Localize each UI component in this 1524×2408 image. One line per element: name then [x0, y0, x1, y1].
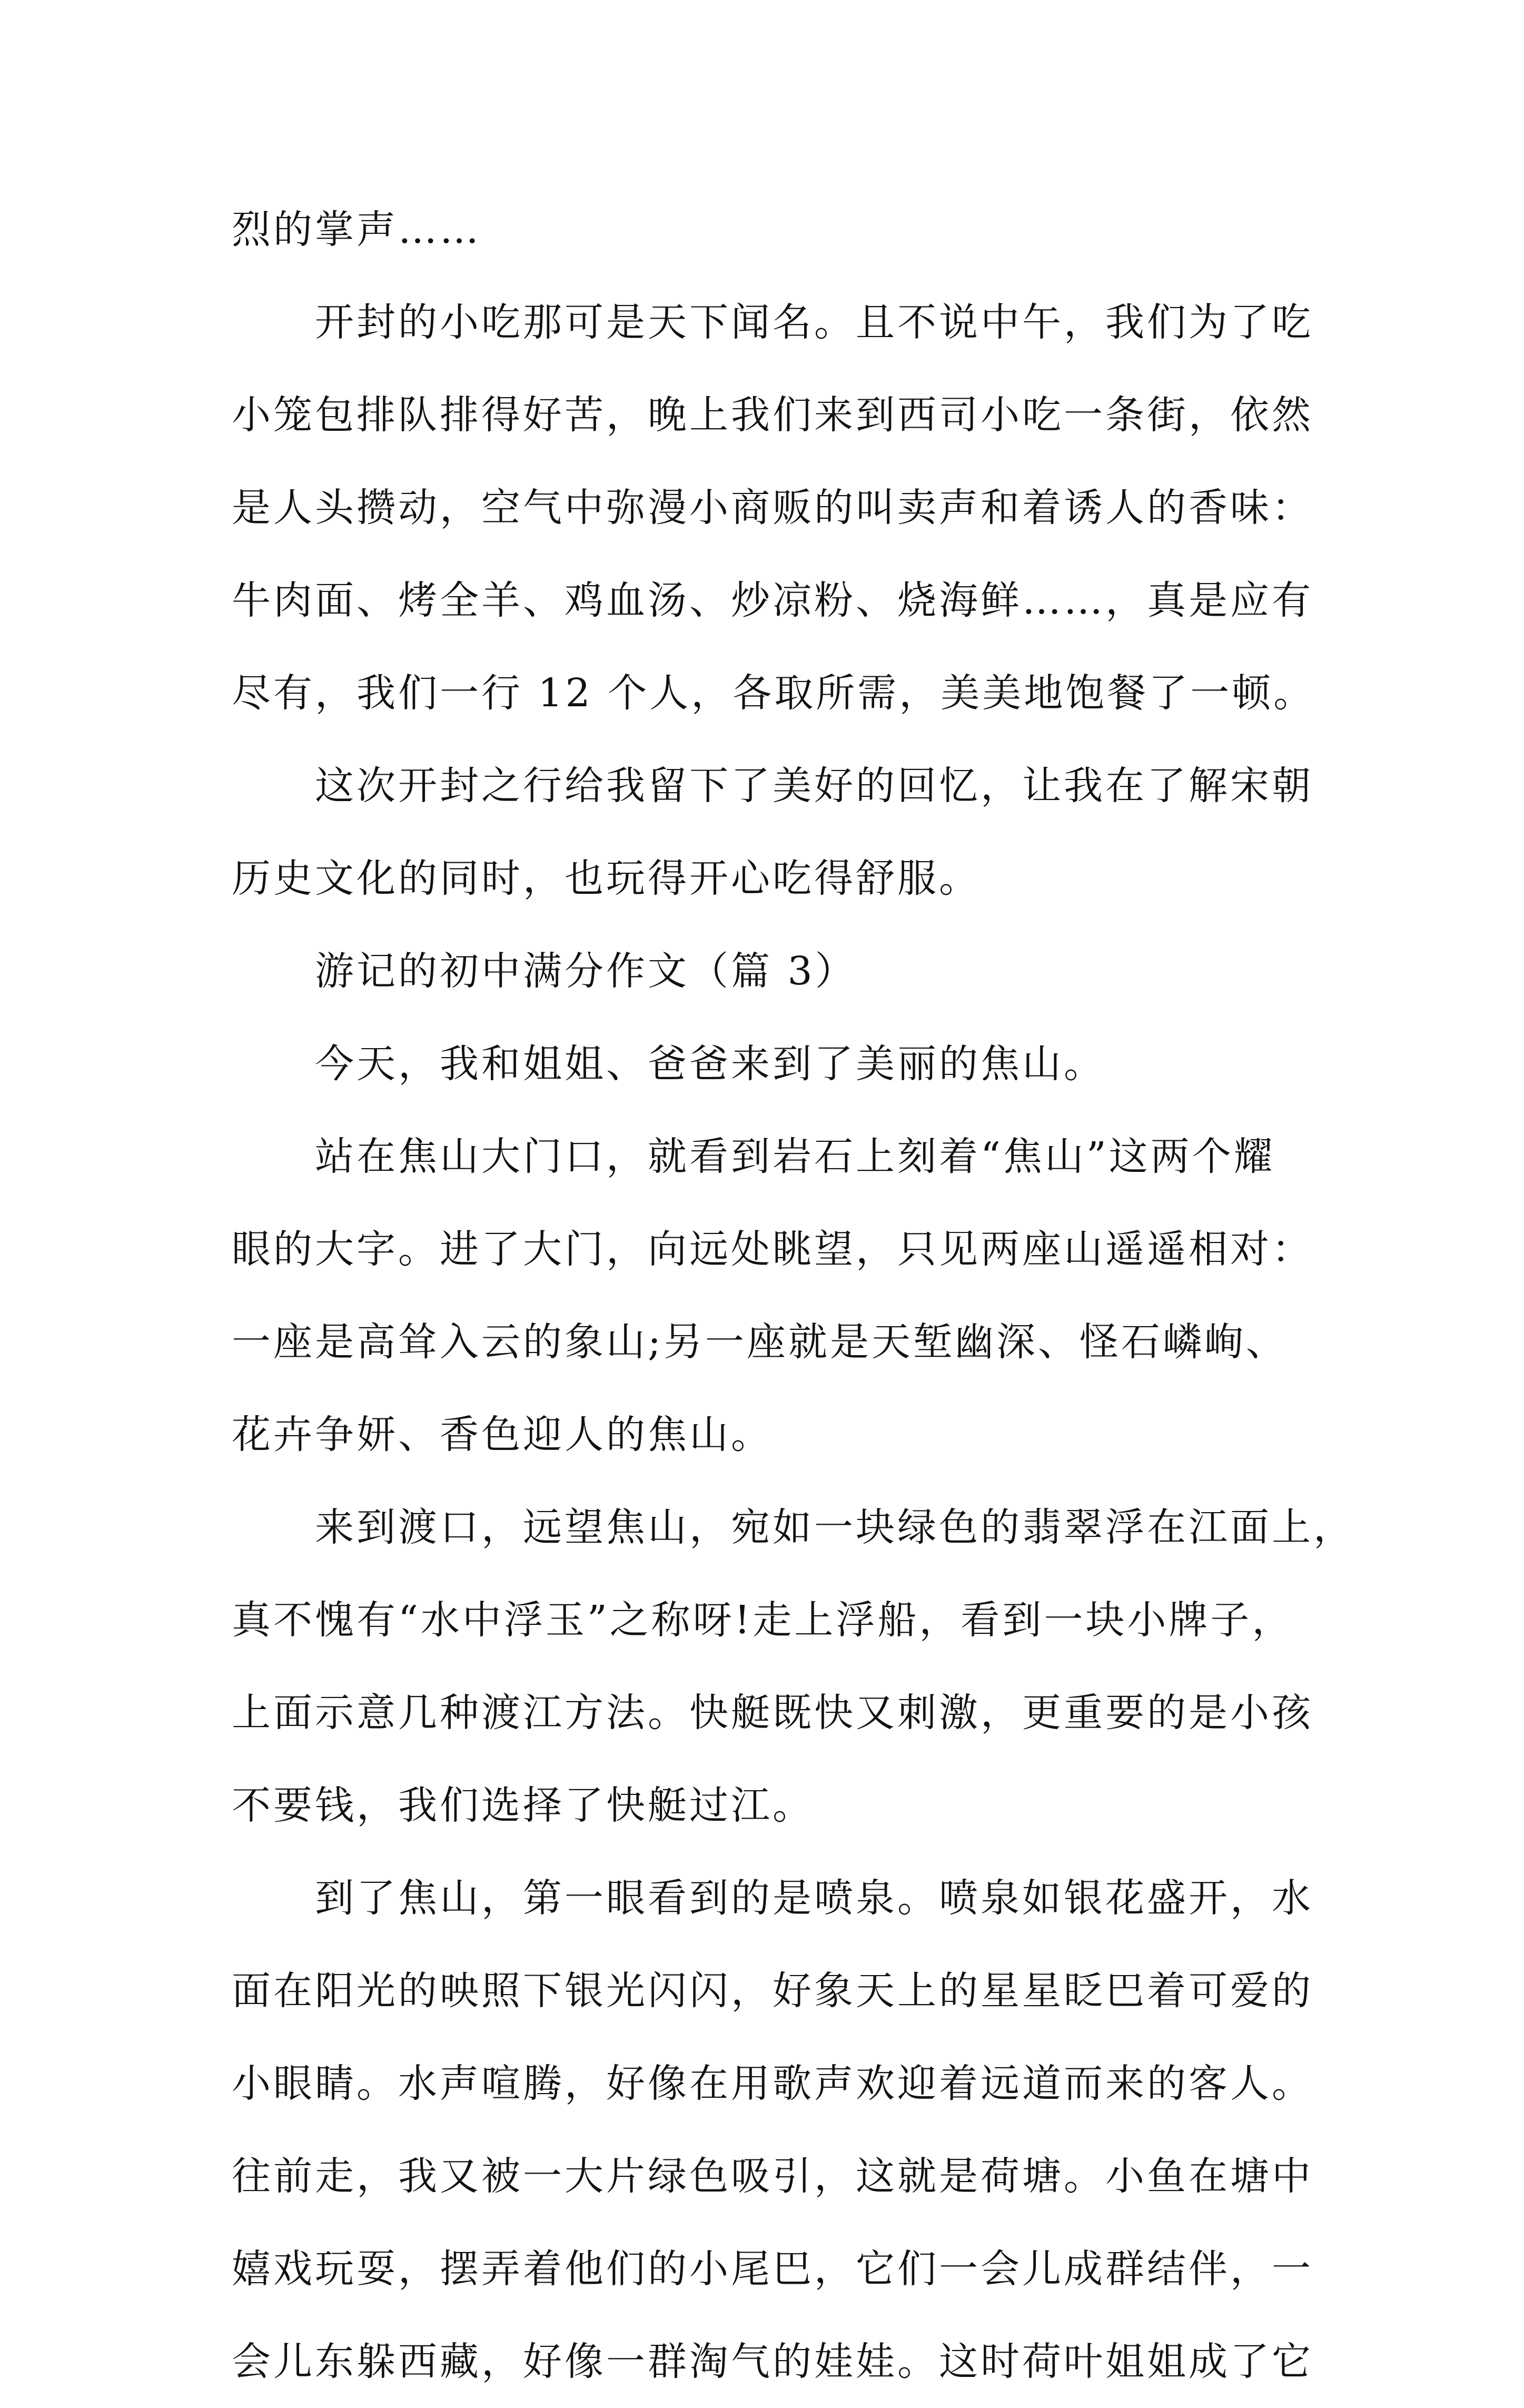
text-line: 历史文化的同时，也玩得开心吃得舒服。	[232, 856, 981, 901]
text-line: 小笼包排队排得好苦，晚上我们来到西司小吃一条街，依然	[232, 392, 1313, 438]
text-line: 小眼睛。水声喧腾，好像在用歌声欢迎着远道而来的客人。	[232, 2061, 1313, 2106]
text-line: 游记的初中满分作文（篇 3）	[315, 949, 857, 994]
text-line: 往前走，我又被一大片绿色吸引，这就是荷塘。小鱼在塘中	[232, 2154, 1313, 2199]
text-line: 真不愧有“水中浮玉”之称呀!走上浮船，看到一块小牌子，	[232, 1597, 1294, 1643]
text-line: 这次开封之行给我留下了美好的回忆，让我在了解宋朝	[315, 763, 1313, 808]
text-line: 一座是高耸入云的象山;另一座就是天堑幽深、怪石嶙峋、	[232, 1319, 1288, 1365]
text-line: 牛肉面、烤全羊、鸡血汤、炒凉粉、烧海鲜……，真是应有	[232, 578, 1313, 623]
text-line: 花卉争妍、香色迎人的焦山。	[232, 1412, 773, 1457]
text-line: 不要钱，我们选择了快艇过江。	[232, 1783, 814, 1828]
text-line: 尽有，我们一行 12 个人，各取所需，美美地饱餐了一顿。	[232, 670, 1315, 716]
text-line: 嬉戏玩耍，摆弄着他们的小尾巴，它们一会儿成群结伴，一	[232, 2246, 1313, 2292]
text-line: 上面示意几种渡江方法。快艇既快又刺激，更重要的是小孩	[232, 1690, 1313, 1735]
text-line: 烈的掌声……	[232, 207, 481, 252]
text-line: 今天，我和姐姐、爸爸来到了美丽的焦山。	[315, 1041, 1105, 1087]
text-line: 开封的小吃那可是天下闻名。且不说中午，我们为了吃	[315, 300, 1313, 345]
text-line: 面在阳光的映照下银光闪闪，好象天上的星星眨巴着可爱的	[232, 1968, 1313, 2014]
body-text	[232, 183, 1355, 2408]
text-line: 来到渡口，远望焦山，宛如一块绿色的翡翠浮在江面上，	[315, 1505, 1355, 1550]
text-line: 到了焦山，第一眼看到的是喷泉。喷泉如银花盛开，水	[315, 1876, 1313, 1921]
text-line: 站在焦山大门口，就看到岩石上刻着“焦山”这两个耀	[315, 1134, 1275, 1179]
text-line: 眼的大字。进了大门，向远处眺望，只见两座山遥遥相对：	[232, 1227, 1313, 1272]
text-line: 是人头攒动，空气中弥漫小商贩的叫卖声和着诱人的香味：	[232, 485, 1313, 530]
text-line: 会儿东躲西藏，好像一群淘气的娃娃。这时荷叶姐姐成了它	[232, 2339, 1313, 2384]
